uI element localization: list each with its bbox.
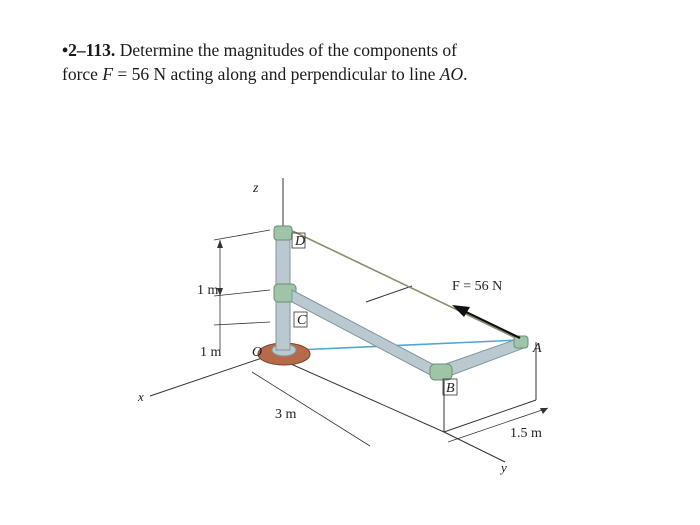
problem-number: 2–113. <box>68 40 116 60</box>
line-ao-symbol: AO <box>439 64 464 84</box>
dim-1-5m: 1.5 m <box>510 426 542 441</box>
x-axis-line <box>150 356 268 396</box>
force-symbol: F <box>102 64 114 84</box>
dim-1m-upper: 1 m <box>197 283 219 298</box>
dim-tick-top <box>214 230 270 240</box>
dim-tick-mid <box>214 290 270 296</box>
pipe-b-to-a <box>440 338 524 378</box>
point-b-label: B <box>446 381 455 396</box>
point-a-label: A <box>533 341 542 356</box>
ground-lines <box>150 286 536 462</box>
dim-1m-lower: 1 m <box>200 345 222 360</box>
y-axis-line <box>444 432 505 462</box>
joint-b <box>430 364 452 380</box>
problem-text-1: Determine the magnitudes of the components of <box>115 40 457 60</box>
axis-y-label: y <box>501 460 507 475</box>
axis-z-label: z <box>253 181 259 196</box>
base-line-to-b <box>282 360 444 432</box>
dim-3m-line <box>252 372 370 446</box>
problem-text-2c: . <box>463 64 468 84</box>
force-label: F = 56 N <box>452 279 503 294</box>
dim-tick-low <box>214 322 270 325</box>
joint-d <box>274 226 292 240</box>
problem-bullet: • <box>62 40 69 60</box>
dim-3m: 3 m <box>275 407 297 422</box>
problem-text-2b: = 56 N acting along and perpendicular to line <box>113 64 440 84</box>
back-line <box>366 286 412 302</box>
problem-text-2a: force <box>62 64 103 84</box>
point-d-label: D <box>295 234 306 249</box>
pipe-c-to-b <box>292 290 440 380</box>
cap-a <box>514 336 528 348</box>
line-o-to-a <box>296 340 520 350</box>
axis-x-label: x <box>138 389 144 404</box>
point-o-label: O <box>252 345 263 360</box>
point-c-label: C <box>297 313 307 328</box>
force-arrow-shaft <box>466 312 520 338</box>
